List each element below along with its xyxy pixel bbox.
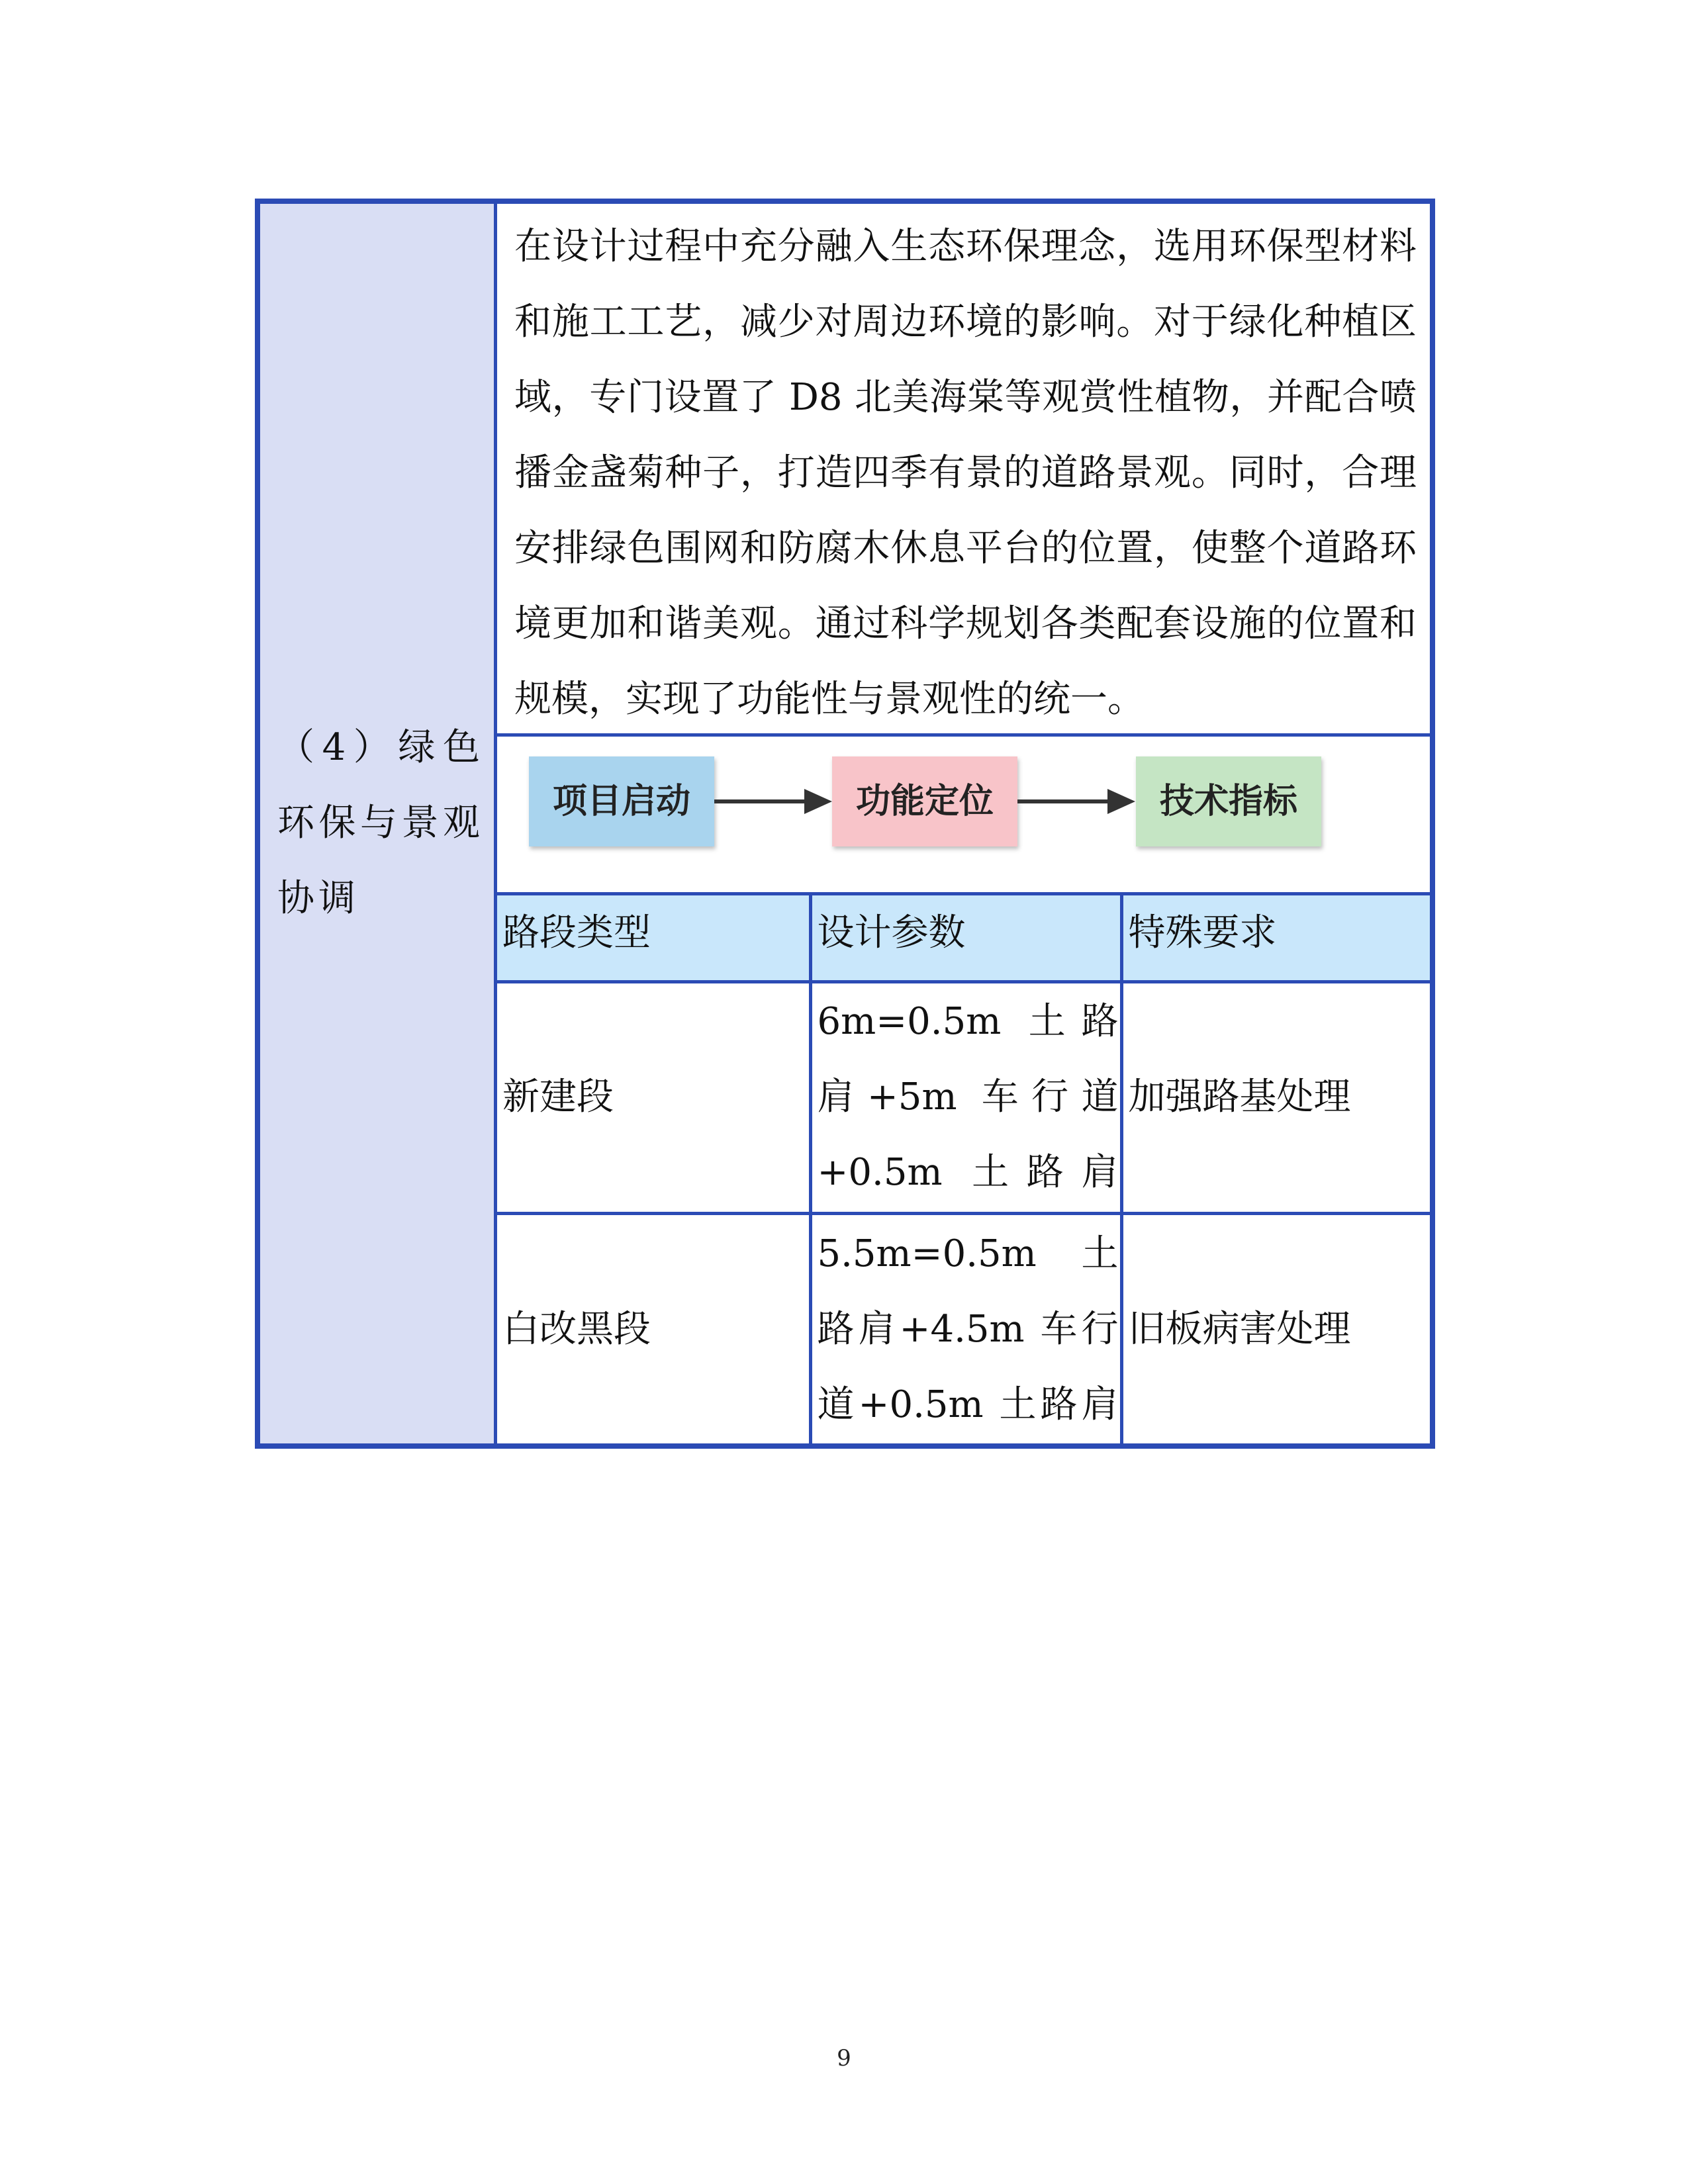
section-label: （4）绿色环保与景观协调 [277, 726, 484, 920]
flow-diagram [497, 737, 1430, 895]
table-row [497, 1213, 1430, 1445]
section-content [497, 204, 1430, 1443]
cell-road-type: 白改黑段 [502, 1308, 651, 1351]
table-header-row [497, 895, 1430, 981]
cell-special-requirement: 加强路基处理 [1121, 981, 1430, 1213]
header-road-type: 路段类型 [497, 895, 810, 981]
header-special-requirements: 特殊要求 [1121, 895, 1430, 981]
flow-step-function-positioning: 功能定位 [832, 756, 1017, 846]
road-parameter-table [497, 895, 1430, 1445]
cell-design-params: 6m=0.5m 土路肩+5m 车行道+0.5m 土路肩 [810, 981, 1121, 1213]
table-row [497, 981, 1430, 1213]
section-paragraph: 在设计过程中充分融入生态环保理念，选用环保型材料和施工工艺，减少对周边环境的影响。对于绿化种植区域，专门设置了 D8 北美海棠等观赏性植物，并配合喷播金盏菊种子，打造四季有景的道路景观。同时，合理安排绿色围网和防腐木休息平台的位置，使整个道路环境更加和谐美观。通过科学规划各类配套设施的位置和规模，实现了功能性与景观性的统一。 [497, 204, 1430, 737]
cell-road-type: 新建段 [497, 981, 810, 1213]
header-design-params: 设计参数 [810, 895, 1121, 981]
content-table [255, 199, 1435, 1449]
cell-special-requirement: 旧板病害处理 [1121, 1213, 1430, 1445]
cell-design-params: 5.5m=0.5m 土路肩+4.5m 车行道+0.5m 土路肩 [810, 1213, 1121, 1445]
section-label-cell [260, 204, 497, 1443]
arrow-right-icon [714, 785, 832, 818]
flow-step-technical-indicators: 技术指标 [1136, 756, 1321, 846]
flow-step-project-start: 项目启动 [529, 756, 714, 846]
page-number: 9 [837, 2045, 851, 2071]
arrow-right-icon [1017, 785, 1135, 818]
